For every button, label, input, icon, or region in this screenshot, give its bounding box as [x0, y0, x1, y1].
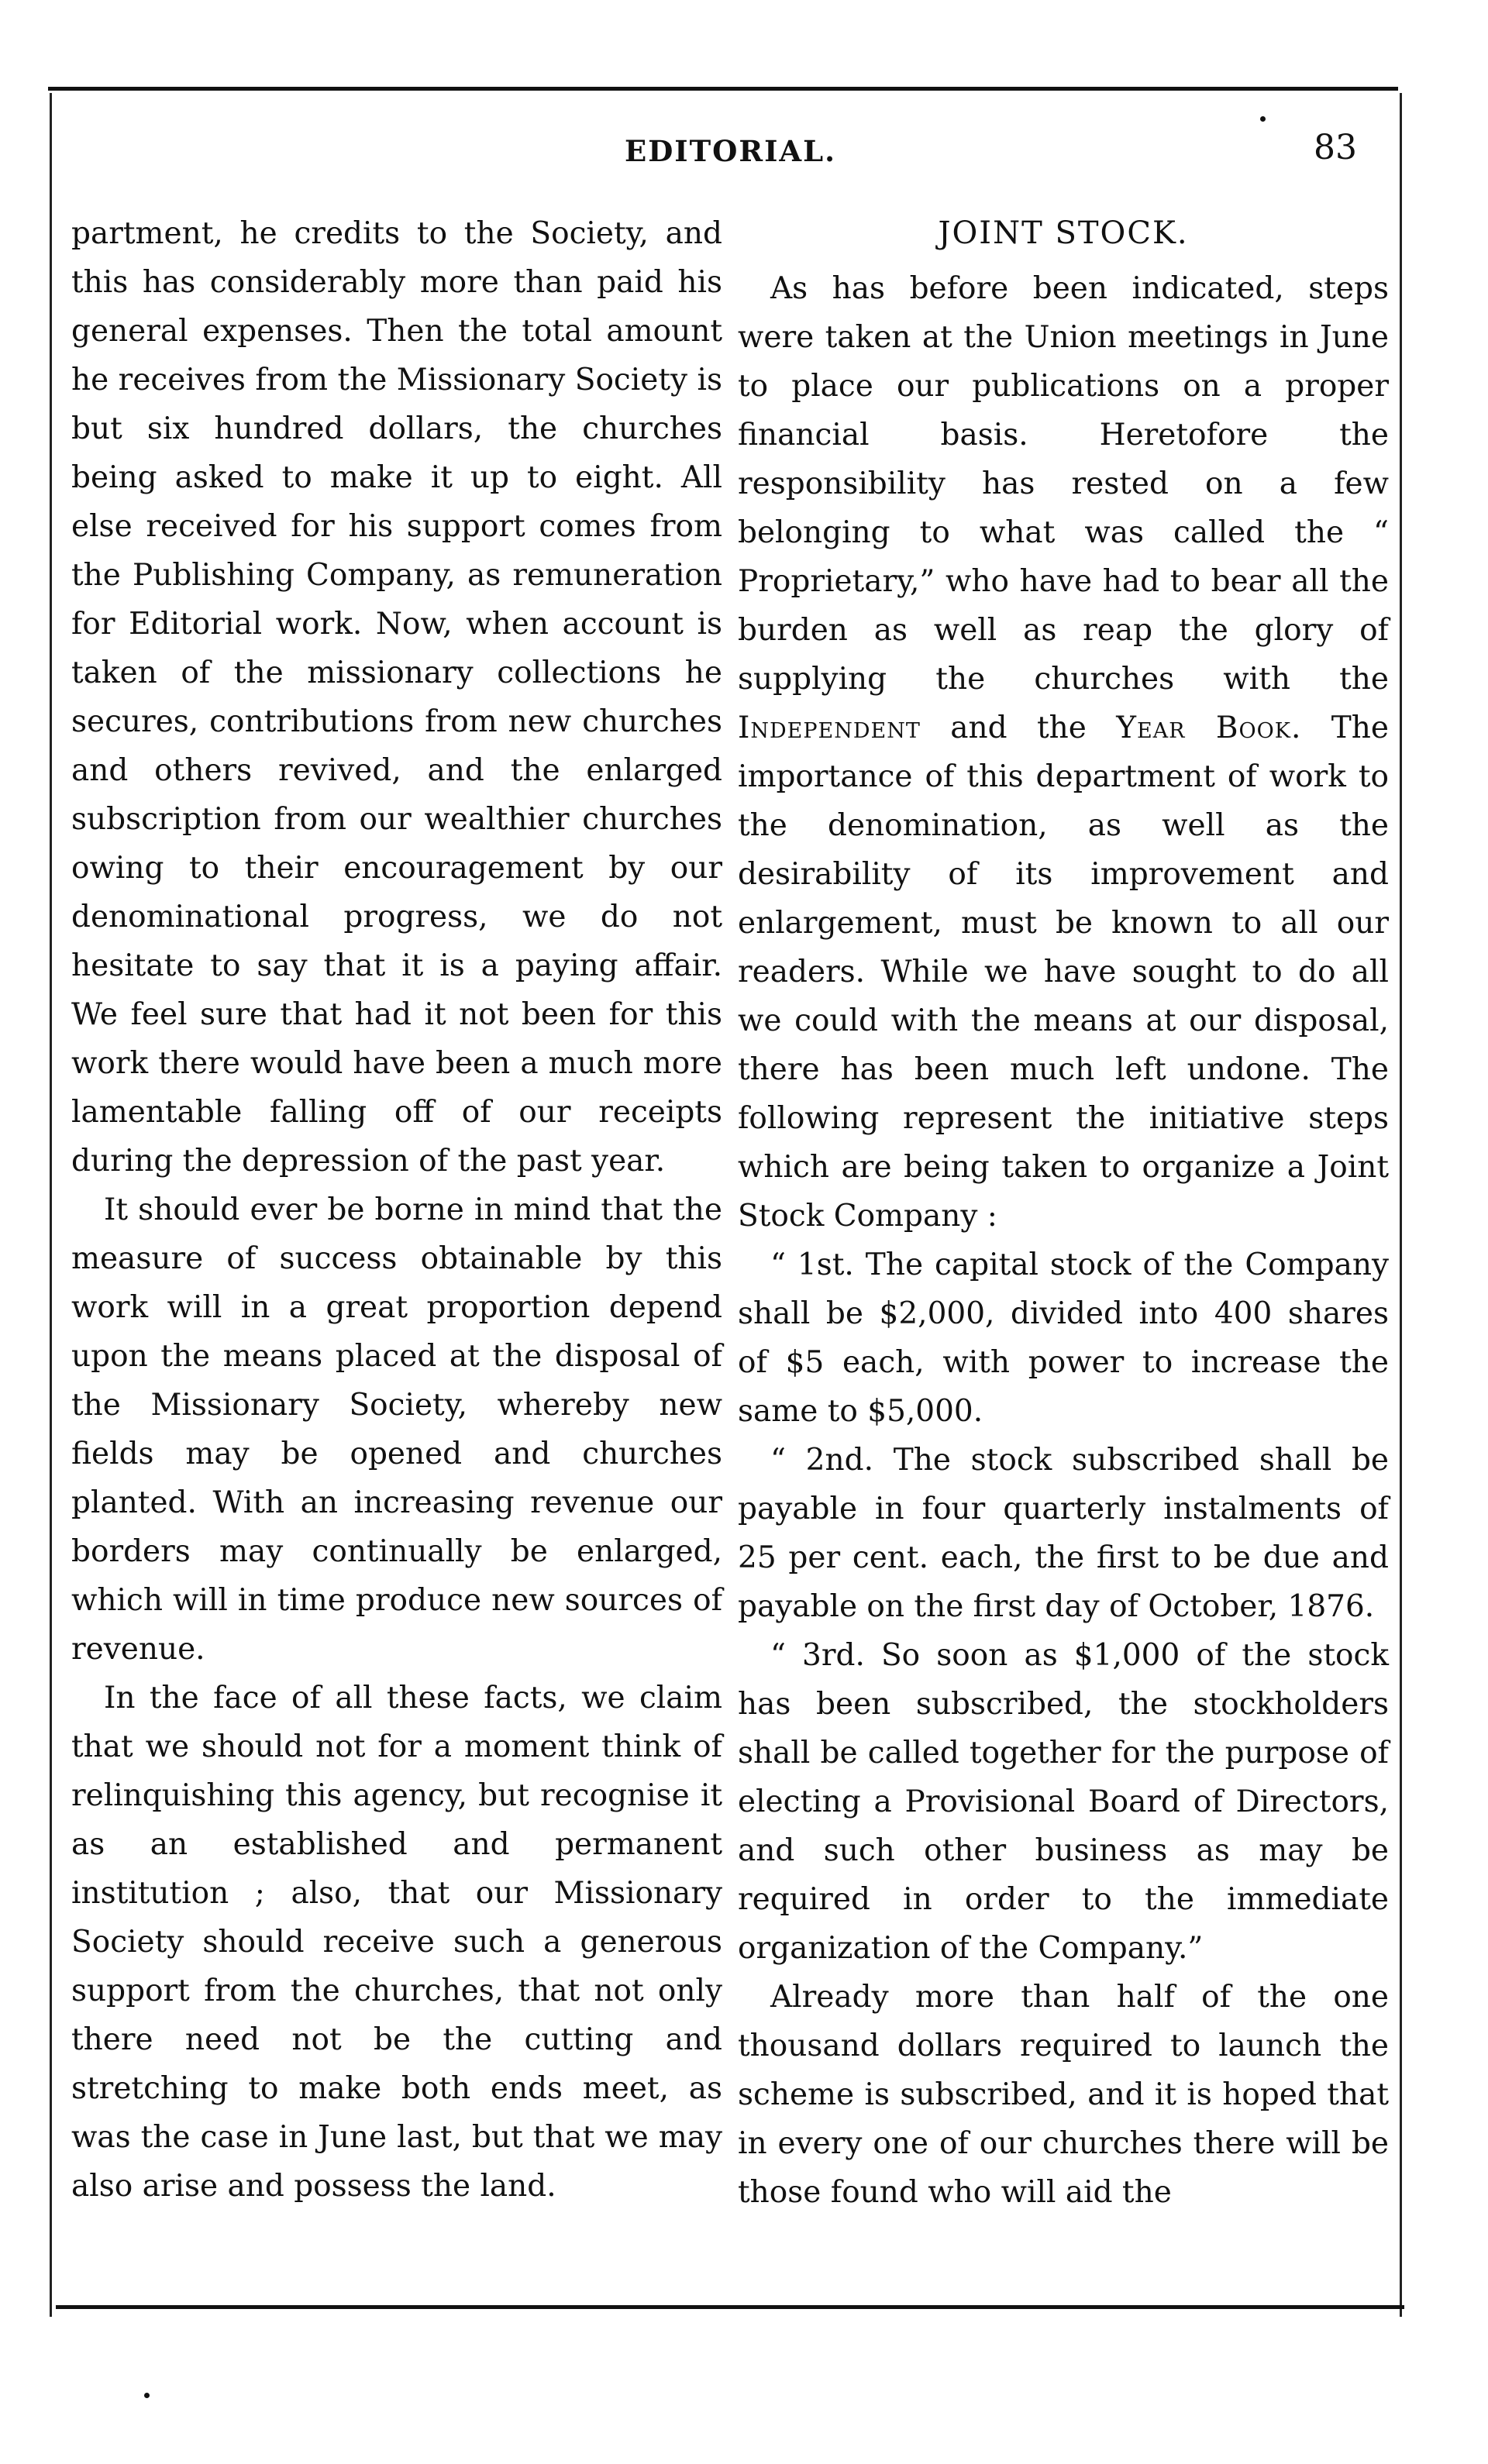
- left-margin-rule: [50, 93, 52, 2317]
- page-header: [0, 128, 1488, 174]
- top-rule: [48, 87, 1398, 91]
- running-head: EDITORIAL.: [625, 134, 837, 168]
- publication-title-year-book: Year Book.: [1116, 711, 1302, 745]
- print-speck: [1260, 116, 1266, 122]
- paragraph: “ 2nd. The stock subscribed shall be payable in four quarterly instalments of 25 per cent. each, the first to be due and payable on the first day of October, 1876.: [738, 1443, 1389, 1624]
- text-run: The importance of this department of work to the denomination, as well as the desirability of its improvement and enlargement, must be known to all our readers. While we have sought to do all we could with the means at our disposal, there has been much left undone. The following represent the initiative steps which are being taken to organize a Joint Stock Company :: [738, 711, 1389, 1234]
- left-column: [71, 209, 722, 2211]
- page-number: 83: [1314, 128, 1357, 167]
- paragraph: “ 1st. The capital stock of the Company shall be $2,000, divided into 400 shares of $5 each, with power to increase the same to $5,000.: [738, 1247, 1389, 1429]
- paragraph: partment, he credits to the Society, and this has considerably more than paid his general expenses. Then the total amount he receives from the Missionary Society is but six hundred dollars, the churches being asked to make it up to eight. All else received for his support comes from the Publishing Company, as remuneration for Editorial work. Now, when account is taken of the missionary collections he secures, contributions from new churches and others revived, and the enlarged subscription from our wealthier churches owing to their encouragement by our denominational progress, we do not hesitate to say that it is a paying affair. We feel sure that had it not been for this work there would have been a much more lamentable falling off of our receipts during the depression of the past year.: [71, 216, 722, 1179]
- paragraph: “ 3rd. So soon as $1,000 of the stock has been subscribed, the stockholders shall be called together for the purpose of electing a Provisional Board of Directors, and such other business as may be required in order to the immediate organization of the Company.”: [738, 1638, 1389, 1966]
- bottom-rule: [56, 2305, 1404, 2309]
- text-run: and the: [950, 711, 1087, 745]
- right-margin-rule: [1400, 93, 1402, 2317]
- publication-title-independent: Independent: [738, 711, 921, 745]
- print-speck: [144, 2393, 150, 2398]
- right-column: [738, 209, 1389, 2217]
- text-run: As has before been indicated, steps were taken at the Union meetings in June to place our publications on a proper financial basis. Heretofore the responsibility has rested on a few belonging to what was called the “ Proprietary,” who have had to bear all the burden as well as reap the glory of supplying the churches with the: [738, 271, 1389, 697]
- paragraph: [738, 264, 1389, 1241]
- paragraph: In the face of all these facts, we claim that we should not for a moment think of relinquishing this agency, but recognise it as an established and permanent institution ; also, that our Missionary Society should receive such a generous support from the churches, that not only there need not be the cutting and stretching to make both ends meet, as was the case in June last, but that we may also arise and possess the land.: [71, 1681, 722, 2204]
- paragraph: It should ever be borne in mind that the measure of success obtainable by this work will in a great proportion depend upon the means placed at the disposal of the Missionary Society, whereby new fields may be opened and churches planted. With an increasing revenue our borders may continually be enlarged, which will in time produce new sources of revenue.: [71, 1192, 722, 1667]
- section-title: JOINT STOCK.: [938, 215, 1189, 251]
- paragraph: Already more than half of the one thousand dollars required to launch the scheme is subscribed, and it is hoped that in every one of our churches there will be those found who will aid the: [738, 1980, 1389, 2210]
